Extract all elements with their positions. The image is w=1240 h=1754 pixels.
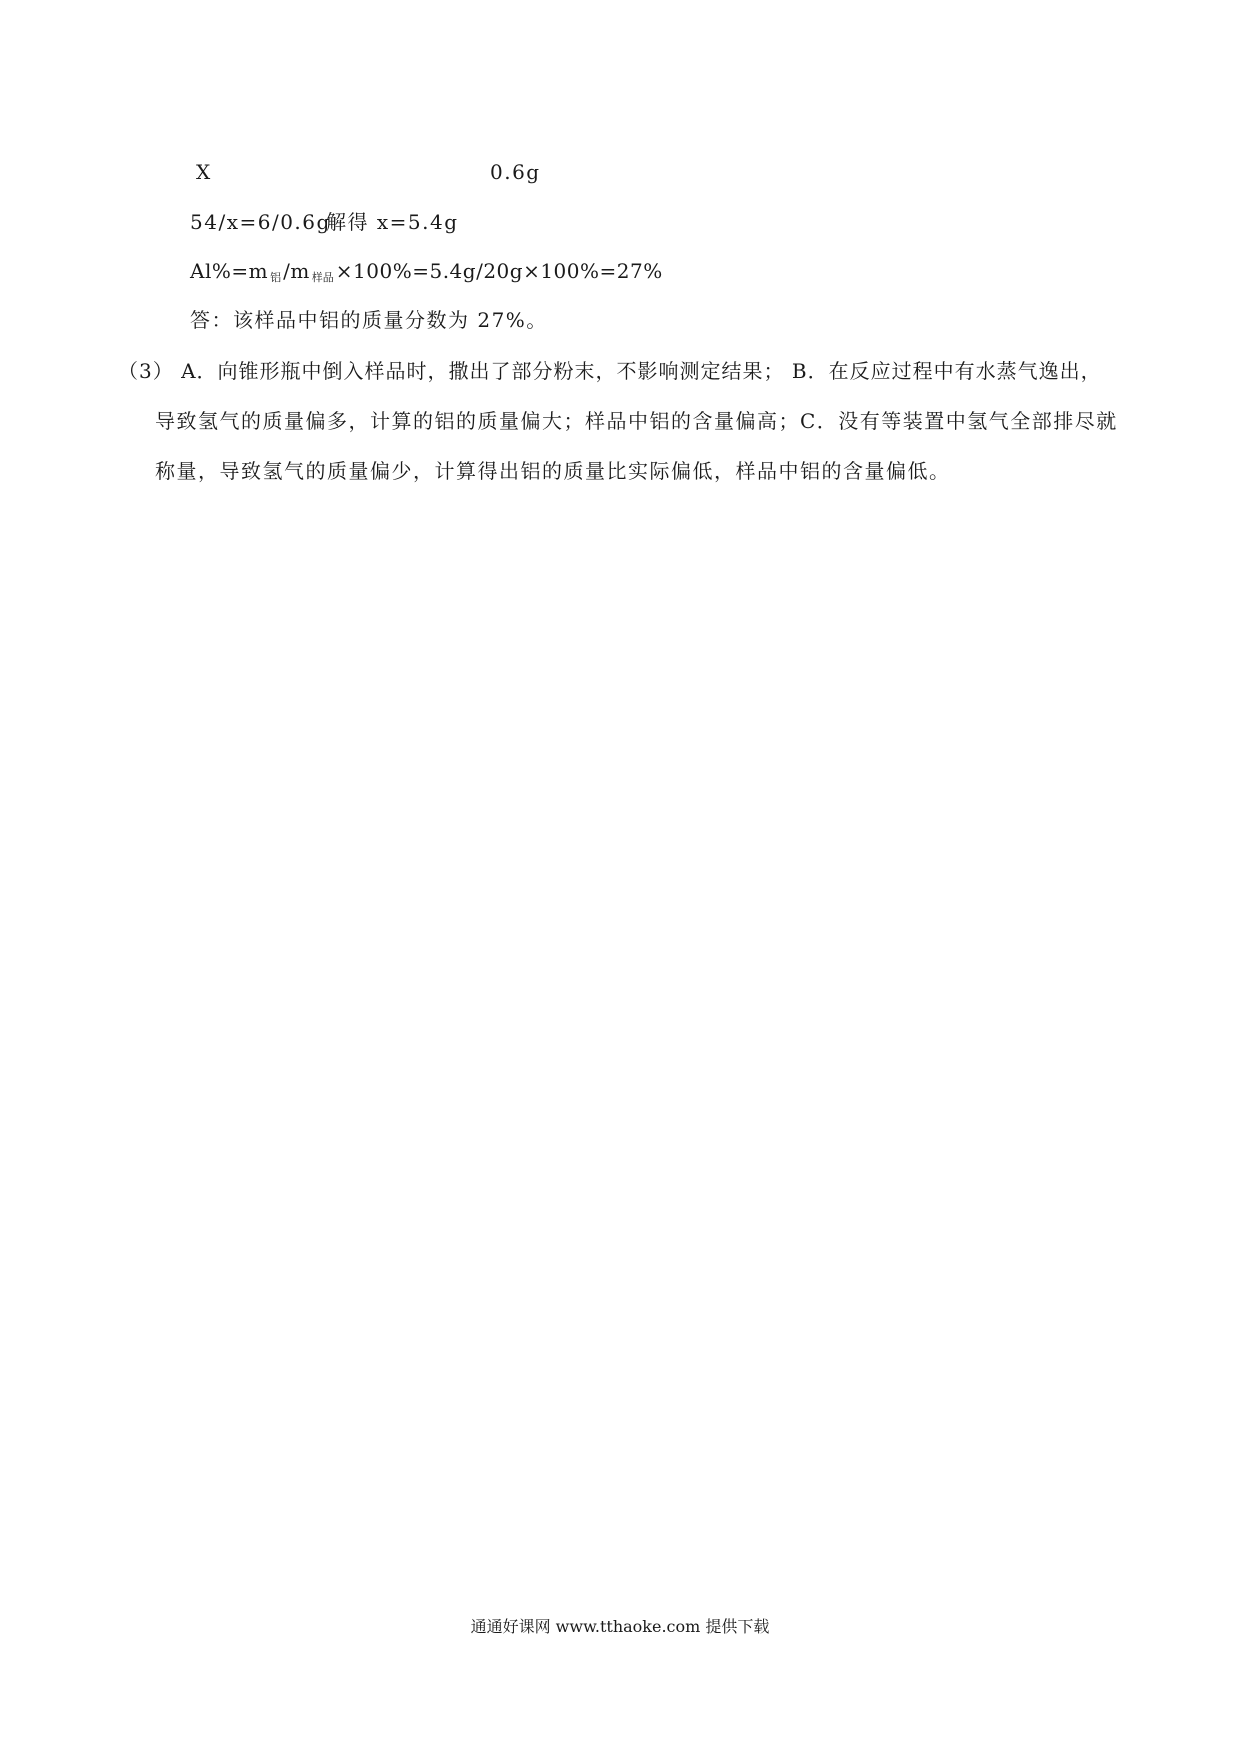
part3-line: （3） A．向锥形瓶中倒入样品时，撒出了部分粉末，不影响测定结果； B．在反应过程中有水蒸气逸出， (118, 359, 1102, 383)
formula-subscript-sample: 样品 (311, 271, 334, 284)
page-footer: 通通好课网 www.tthaoke.com 提供下载 (470, 1617, 770, 1636)
part3-line: 导致氢气的质量偏多，计算的铝的质量偏大；样品中铝的含量偏高；C．没有等装置中氢气全部排尽就 (155, 409, 1118, 433)
formula-suffix: ×100%=5.4g/20g×100%=27% (335, 259, 663, 283)
formula-prefix: Al%=m (190, 259, 269, 283)
part3-line: 称量，导致氢气的质量偏少，计算得出铝的质量比实际偏低，样品中铝的含量偏低。 (155, 459, 951, 483)
percent-formula (190, 259, 663, 290)
ratio-h2-mass: 0.6g (490, 160, 541, 184)
proportion-result: 解得 x=5.4g (326, 210, 459, 234)
proportion-equation: 54/x=6/0.6g (190, 210, 331, 234)
answer-line: 答：该样品中铝的质量分数为 27%。 (190, 308, 548, 332)
ratio-x-label: X (196, 160, 212, 184)
formula-mid: /m (283, 259, 310, 283)
formula-subscript-al: 铝 (270, 271, 282, 284)
